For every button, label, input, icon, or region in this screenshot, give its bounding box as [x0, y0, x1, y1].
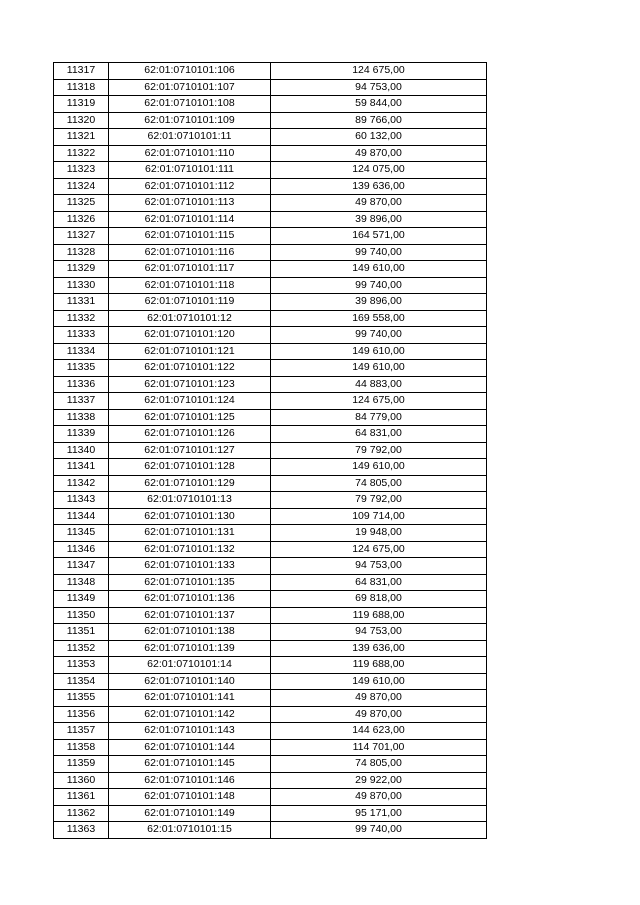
- row-number-cell: 11331: [54, 294, 109, 311]
- cadastral-number-cell: 62:01:0710101:111: [109, 162, 271, 179]
- row-number-cell: 11323: [54, 162, 109, 179]
- table-row: [54, 541, 487, 558]
- cadastral-number-cell: 62:01:0710101:140: [109, 673, 271, 690]
- value-cell: 139 636,00: [271, 178, 487, 195]
- value-cell: 109 714,00: [271, 508, 487, 525]
- cadastral-number-cell: 62:01:0710101:135: [109, 574, 271, 591]
- table-body: [54, 63, 487, 839]
- table-row: [54, 211, 487, 228]
- value-cell: 49 870,00: [271, 789, 487, 806]
- table-row: [54, 772, 487, 789]
- table-row: [54, 145, 487, 162]
- value-cell: 49 870,00: [271, 195, 487, 212]
- table-row: [54, 492, 487, 509]
- cadastral-number-cell: 62:01:0710101:14: [109, 657, 271, 674]
- table-row: [54, 195, 487, 212]
- cadastral-number-cell: 62:01:0710101:141: [109, 690, 271, 707]
- cadastral-number-cell: 62:01:0710101:124: [109, 393, 271, 410]
- cadastral-number-cell: 62:01:0710101:109: [109, 112, 271, 129]
- value-cell: 149 610,00: [271, 459, 487, 476]
- row-number-cell: 11347: [54, 558, 109, 575]
- table-row: [54, 261, 487, 278]
- value-cell: 124 675,00: [271, 541, 487, 558]
- value-cell: 149 610,00: [271, 360, 487, 377]
- value-cell: 59 844,00: [271, 96, 487, 113]
- cadastral-number-cell: 62:01:0710101:11: [109, 129, 271, 146]
- cadastral-number-cell: 62:01:0710101:115: [109, 228, 271, 245]
- value-cell: 19 948,00: [271, 525, 487, 542]
- row-number-cell: 11340: [54, 442, 109, 459]
- value-cell: 94 753,00: [271, 558, 487, 575]
- table-row: [54, 574, 487, 591]
- row-number-cell: 11354: [54, 673, 109, 690]
- table-row: [54, 706, 487, 723]
- row-number-cell: 11326: [54, 211, 109, 228]
- cadastral-number-cell: 62:01:0710101:12: [109, 310, 271, 327]
- cadastral-number-cell: 62:01:0710101:108: [109, 96, 271, 113]
- row-number-cell: 11332: [54, 310, 109, 327]
- value-cell: 95 171,00: [271, 805, 487, 822]
- value-cell: 169 558,00: [271, 310, 487, 327]
- cadastral-number-cell: 62:01:0710101:118: [109, 277, 271, 294]
- table-row: [54, 805, 487, 822]
- table-row: [54, 360, 487, 377]
- row-number-cell: 11361: [54, 789, 109, 806]
- table-row: [54, 558, 487, 575]
- value-cell: 124 075,00: [271, 162, 487, 179]
- row-number-cell: 11362: [54, 805, 109, 822]
- cadastral-value-table: [53, 62, 487, 839]
- cadastral-number-cell: 62:01:0710101:127: [109, 442, 271, 459]
- table-row: [54, 393, 487, 410]
- value-cell: 99 740,00: [271, 822, 487, 839]
- row-number-cell: 11319: [54, 96, 109, 113]
- value-cell: 149 610,00: [271, 673, 487, 690]
- cadastral-number-cell: 62:01:0710101:148: [109, 789, 271, 806]
- row-number-cell: 11335: [54, 360, 109, 377]
- cadastral-number-cell: 62:01:0710101:143: [109, 723, 271, 740]
- value-cell: 99 740,00: [271, 277, 487, 294]
- value-cell: 29 922,00: [271, 772, 487, 789]
- row-number-cell: 11329: [54, 261, 109, 278]
- cadastral-number-cell: 62:01:0710101:145: [109, 756, 271, 773]
- cadastral-number-cell: 62:01:0710101:112: [109, 178, 271, 195]
- row-number-cell: 11317: [54, 63, 109, 80]
- table-row: [54, 79, 487, 96]
- row-number-cell: 11341: [54, 459, 109, 476]
- value-cell: 139 636,00: [271, 640, 487, 657]
- table-row: [54, 310, 487, 327]
- row-number-cell: 11360: [54, 772, 109, 789]
- value-cell: 60 132,00: [271, 129, 487, 146]
- cadastral-number-cell: 62:01:0710101:13: [109, 492, 271, 509]
- table-row: [54, 822, 487, 839]
- table-row: [54, 475, 487, 492]
- row-number-cell: 11321: [54, 129, 109, 146]
- value-cell: 119 688,00: [271, 657, 487, 674]
- cadastral-number-cell: 62:01:0710101:113: [109, 195, 271, 212]
- row-number-cell: 11330: [54, 277, 109, 294]
- cadastral-number-cell: 62:01:0710101:138: [109, 624, 271, 641]
- cadastral-number-cell: 62:01:0710101:131: [109, 525, 271, 542]
- value-cell: 74 805,00: [271, 756, 487, 773]
- cadastral-number-cell: 62:01:0710101:144: [109, 739, 271, 756]
- table-row: [54, 409, 487, 426]
- value-cell: 99 740,00: [271, 244, 487, 261]
- table-row: [54, 63, 487, 80]
- table-row: [54, 327, 487, 344]
- cadastral-number-cell: 62:01:0710101:125: [109, 409, 271, 426]
- table-row: [54, 756, 487, 773]
- row-number-cell: 11356: [54, 706, 109, 723]
- table-row: [54, 673, 487, 690]
- table-row: [54, 723, 487, 740]
- cadastral-number-cell: 62:01:0710101:130: [109, 508, 271, 525]
- row-number-cell: 11328: [54, 244, 109, 261]
- value-cell: 64 831,00: [271, 574, 487, 591]
- value-cell: 94 753,00: [271, 624, 487, 641]
- row-number-cell: 11350: [54, 607, 109, 624]
- value-cell: 79 792,00: [271, 442, 487, 459]
- row-number-cell: 11352: [54, 640, 109, 657]
- cadastral-number-cell: 62:01:0710101:137: [109, 607, 271, 624]
- row-number-cell: 11363: [54, 822, 109, 839]
- row-number-cell: 11333: [54, 327, 109, 344]
- table-row: [54, 657, 487, 674]
- row-number-cell: 11320: [54, 112, 109, 129]
- table-row: [54, 277, 487, 294]
- row-number-cell: 11337: [54, 393, 109, 410]
- value-cell: 119 688,00: [271, 607, 487, 624]
- cadastral-number-cell: 62:01:0710101:126: [109, 426, 271, 443]
- cadastral-number-cell: 62:01:0710101:129: [109, 475, 271, 492]
- value-cell: 39 896,00: [271, 294, 487, 311]
- value-cell: 69 818,00: [271, 591, 487, 608]
- table-row: [54, 789, 487, 806]
- value-cell: 49 870,00: [271, 690, 487, 707]
- table-row: [54, 739, 487, 756]
- value-cell: 164 571,00: [271, 228, 487, 245]
- cadastral-number-cell: 62:01:0710101:146: [109, 772, 271, 789]
- row-number-cell: 11327: [54, 228, 109, 245]
- row-number-cell: 11358: [54, 739, 109, 756]
- cadastral-number-cell: 62:01:0710101:123: [109, 376, 271, 393]
- cadastral-number-cell: 62:01:0710101:110: [109, 145, 271, 162]
- row-number-cell: 11349: [54, 591, 109, 608]
- cadastral-number-cell: 62:01:0710101:136: [109, 591, 271, 608]
- value-cell: 84 779,00: [271, 409, 487, 426]
- table-row: [54, 640, 487, 657]
- table-row: [54, 178, 487, 195]
- table-row: [54, 607, 487, 624]
- table-row: [54, 442, 487, 459]
- row-number-cell: 11334: [54, 343, 109, 360]
- row-number-cell: 11342: [54, 475, 109, 492]
- table-row: [54, 112, 487, 129]
- cadastral-number-cell: 62:01:0710101:15: [109, 822, 271, 839]
- value-cell: 44 883,00: [271, 376, 487, 393]
- row-number-cell: 11355: [54, 690, 109, 707]
- row-number-cell: 11318: [54, 79, 109, 96]
- table-row: [54, 426, 487, 443]
- row-number-cell: 11343: [54, 492, 109, 509]
- cadastral-number-cell: 62:01:0710101:119: [109, 294, 271, 311]
- table-row: [54, 376, 487, 393]
- value-cell: 94 753,00: [271, 79, 487, 96]
- cadastral-number-cell: 62:01:0710101:106: [109, 63, 271, 80]
- value-cell: 39 896,00: [271, 211, 487, 228]
- row-number-cell: 11324: [54, 178, 109, 195]
- cadastral-number-cell: 62:01:0710101:121: [109, 343, 271, 360]
- table-row: [54, 459, 487, 476]
- row-number-cell: 11345: [54, 525, 109, 542]
- table-row: [54, 508, 487, 525]
- table-row: [54, 294, 487, 311]
- cadastral-number-cell: 62:01:0710101:114: [109, 211, 271, 228]
- row-number-cell: 11346: [54, 541, 109, 558]
- row-number-cell: 11348: [54, 574, 109, 591]
- value-cell: 124 675,00: [271, 63, 487, 80]
- row-number-cell: 11344: [54, 508, 109, 525]
- value-cell: 144 623,00: [271, 723, 487, 740]
- cadastral-number-cell: 62:01:0710101:120: [109, 327, 271, 344]
- table-row: [54, 129, 487, 146]
- value-cell: 149 610,00: [271, 261, 487, 278]
- row-number-cell: 11336: [54, 376, 109, 393]
- value-cell: 74 805,00: [271, 475, 487, 492]
- value-cell: 124 675,00: [271, 393, 487, 410]
- row-number-cell: 11338: [54, 409, 109, 426]
- row-number-cell: 11353: [54, 657, 109, 674]
- cadastral-number-cell: 62:01:0710101:122: [109, 360, 271, 377]
- table-row: [54, 690, 487, 707]
- value-cell: 64 831,00: [271, 426, 487, 443]
- row-number-cell: 11322: [54, 145, 109, 162]
- cadastral-number-cell: 62:01:0710101:128: [109, 459, 271, 476]
- cadastral-number-cell: 62:01:0710101:133: [109, 558, 271, 575]
- row-number-cell: 11351: [54, 624, 109, 641]
- value-cell: 114 701,00: [271, 739, 487, 756]
- table-row: [54, 244, 487, 261]
- cadastral-number-cell: 62:01:0710101:139: [109, 640, 271, 657]
- table-row: [54, 525, 487, 542]
- row-number-cell: 11357: [54, 723, 109, 740]
- row-number-cell: 11325: [54, 195, 109, 212]
- value-cell: 149 610,00: [271, 343, 487, 360]
- cadastral-number-cell: 62:01:0710101:149: [109, 805, 271, 822]
- value-cell: 79 792,00: [271, 492, 487, 509]
- table-row: [54, 96, 487, 113]
- table-row: [54, 624, 487, 641]
- table-row: [54, 228, 487, 245]
- value-cell: 89 766,00: [271, 112, 487, 129]
- table-row: [54, 343, 487, 360]
- cadastral-number-cell: 62:01:0710101:117: [109, 261, 271, 278]
- cadastral-number-cell: 62:01:0710101:116: [109, 244, 271, 261]
- cadastral-number-cell: 62:01:0710101:132: [109, 541, 271, 558]
- row-number-cell: 11359: [54, 756, 109, 773]
- cadastral-number-cell: 62:01:0710101:107: [109, 79, 271, 96]
- value-cell: 49 870,00: [271, 706, 487, 723]
- value-cell: 49 870,00: [271, 145, 487, 162]
- table-row: [54, 162, 487, 179]
- row-number-cell: 11339: [54, 426, 109, 443]
- value-cell: 99 740,00: [271, 327, 487, 344]
- table-row: [54, 591, 487, 608]
- cadastral-number-cell: 62:01:0710101:142: [109, 706, 271, 723]
